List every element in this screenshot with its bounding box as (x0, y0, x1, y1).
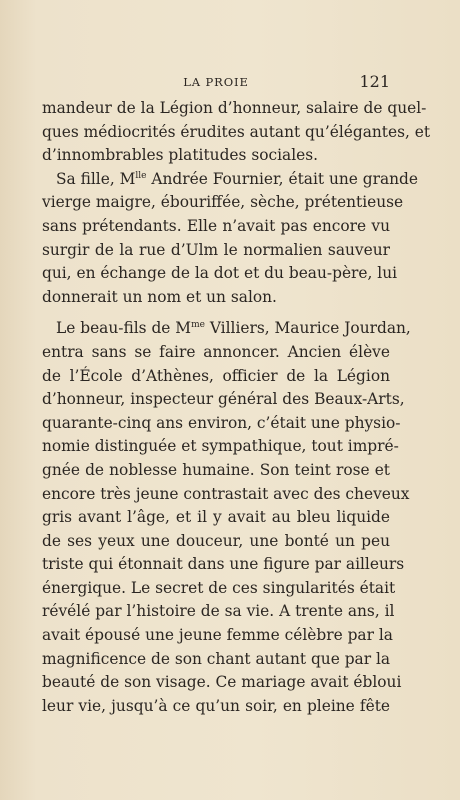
text-line: encore très jeune contrastait avec des cheveux (42, 484, 410, 503)
text-segment: Villiers, Maurice Jourdan, (204, 319, 411, 338)
text-line: ques médiocrités érudites autant qu’élégantes, et (42, 122, 431, 141)
superscript-abbreviation: me (191, 320, 205, 331)
text-line: magnificence de son chant autant que par la (42, 649, 391, 668)
page-header (42, 72, 390, 94)
text-line: de ses yeux une douceur, une bonté un peu (42, 531, 390, 550)
text-line: nomie distinguée et sympathique, tout impré- (42, 437, 399, 456)
text-line (42, 317, 411, 341)
text-line: gnée de noblesse humaine. Son teint rose et (42, 460, 390, 479)
superscript-abbreviation: lle (135, 170, 147, 181)
text-line: quarante-cinq ans environ, c’était une physio- (42, 413, 401, 432)
text-line: gris avant l’âge, et il y avait au bleu liquide (42, 508, 390, 527)
running-title: LA PROIE (183, 75, 249, 89)
text-line: qui, en échange de la dot et du beau-père, lui (42, 264, 398, 283)
text-line: mandeur de la Légion d’honneur, salaire de quel- (42, 99, 427, 117)
text-line: beauté de son visage. Ce mariage avait ébloui (42, 673, 402, 692)
paragraph-1 (42, 97, 431, 168)
paragraph-2 (42, 168, 419, 310)
text-segment: Sa fille, M (56, 169, 136, 188)
paragraph-gap (42, 309, 390, 317)
text-line: donnerait un nom et un salon. (42, 287, 277, 306)
text-segment: Le beau-fils de M (56, 319, 192, 338)
text-line (42, 168, 419, 192)
text-line: vierge maigre, ébouriffée, sèche, prétentieuse (42, 193, 404, 212)
page-number: 121 (359, 72, 390, 91)
text-line: d’innombrables platitudes sociales. (42, 146, 319, 165)
text-line: triste qui étonnait dans une figure par ailleurs (42, 555, 405, 574)
text-line: avait épousé une jeune femme célèbre par la (42, 626, 393, 645)
text-segment: Andrée Fournier, était une grande (146, 169, 419, 188)
text-line: surgir de la rue d’Ulm le normalien sauveur (42, 240, 390, 259)
text-line: énergique. Le secret de ces singularités était (42, 578, 396, 597)
text-line: entra sans se faire annoncer. Ancien élève (42, 342, 390, 361)
paragraph-3 (42, 317, 411, 718)
text-line: d’honneur, inspecteur général des Beaux-Arts, (42, 390, 405, 409)
text-line: de l’École d’Athènes, officier de la Légion (42, 366, 390, 385)
text-line: sans prétendants. Elle n’avait pas encore vu (42, 216, 390, 235)
text-line: révélé par l’histoire de sa vie. A trente ans, il (42, 602, 395, 621)
text-line: leur vie, jusqu’à ce qu’un soir, en pleine fête (42, 696, 390, 715)
body-text (42, 97, 431, 718)
